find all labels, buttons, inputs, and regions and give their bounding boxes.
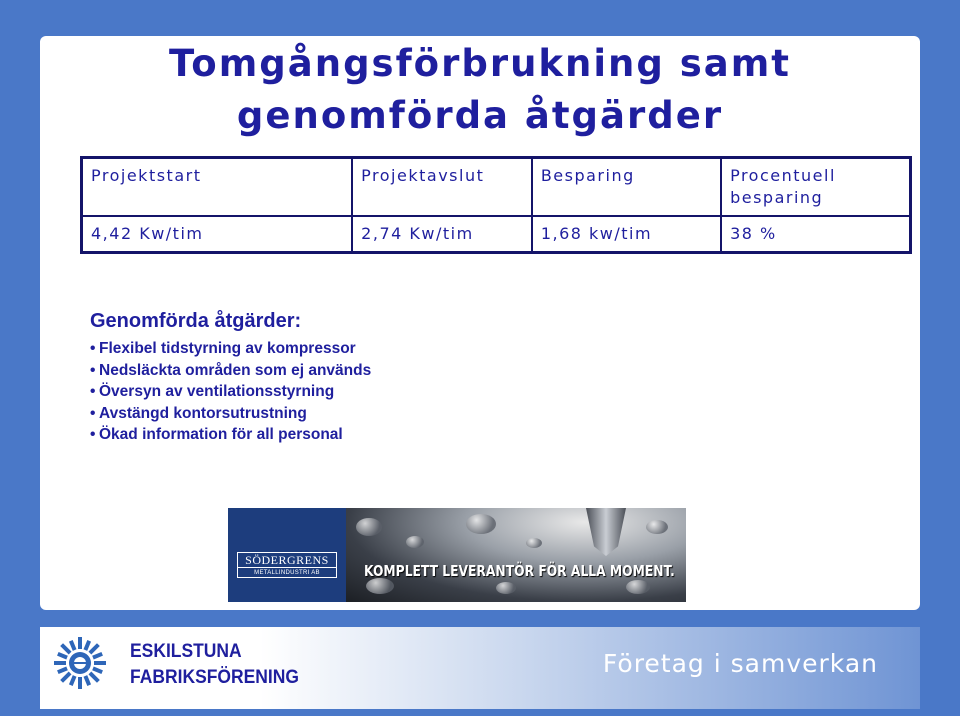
header-projektstart: Projektstart xyxy=(82,158,353,217)
list-item-text: Flexibel tidstyrning av kompressor xyxy=(99,340,356,357)
list-item-text: Ökad information för all personal xyxy=(99,426,343,443)
logo-frame xyxy=(237,552,337,578)
list-item xyxy=(90,360,371,382)
banner-slogan: KOMPLETT LEVERANTÖR FÖR ALLA MOMENT. xyxy=(364,562,675,580)
water-drop-shape xyxy=(526,538,542,548)
bullet-icon: • xyxy=(90,426,96,443)
list-item-text: Översyn av ventilationsstyrning xyxy=(99,383,335,400)
water-drop-shape xyxy=(366,578,394,594)
organization-name xyxy=(130,639,299,691)
measures-section xyxy=(90,306,371,446)
measures-heading: Genomförda åtgärder: xyxy=(90,310,302,332)
water-drop-shape xyxy=(626,580,650,594)
header-projektavslut: Projektavslut xyxy=(352,158,532,217)
footer-bar xyxy=(40,627,920,709)
banner-photo xyxy=(346,508,686,602)
nozzle-icon xyxy=(586,508,626,556)
measures-list xyxy=(90,338,371,446)
footer-tagline: Företag i samverkan xyxy=(602,649,878,678)
logo-subtitle: METALLINDUSTRI AB xyxy=(254,570,320,576)
savings-table xyxy=(80,156,912,254)
water-drop-shape xyxy=(406,536,424,548)
list-item xyxy=(90,338,371,360)
header-besparing: Besparing xyxy=(532,158,721,217)
org-line-2: FABRIKSFÖRENING xyxy=(130,667,299,688)
water-drop-shape xyxy=(356,518,382,536)
company-banner xyxy=(228,508,686,602)
list-item-text: Avstängd kontorsutrustning xyxy=(99,404,307,422)
list-item xyxy=(90,403,371,425)
org-line-1: ESKILSTUNA xyxy=(130,641,242,662)
slide-title xyxy=(40,36,920,142)
list-item xyxy=(90,381,371,403)
title-line-1: Tomgångsförbrukning samt xyxy=(168,42,791,85)
fabriksforening-logo-icon xyxy=(52,635,108,691)
water-drop-shape xyxy=(466,514,496,534)
water-drop-shape xyxy=(496,582,516,594)
table-value-row xyxy=(82,216,911,253)
logo-name: SÖDERGRENS xyxy=(238,553,336,568)
water-drop-shape xyxy=(646,520,668,534)
header-procentuell: Procentuell besparing xyxy=(721,158,910,217)
list-item-text: Nedsläckta områden som ej används xyxy=(99,361,372,379)
bullet-icon: • xyxy=(90,361,96,379)
list-item xyxy=(90,424,371,446)
bullet-icon: • xyxy=(90,340,96,357)
table-header-row xyxy=(82,158,911,217)
value-projektavslut: 2,74 Kw/tim xyxy=(352,216,532,253)
value-besparing: 1,68 kw/tim xyxy=(532,216,721,253)
value-procentuell: 38 % xyxy=(721,216,910,253)
bullet-icon: • xyxy=(90,383,96,400)
title-line-2: genomförda åtgärder xyxy=(236,94,724,137)
bullet-icon: • xyxy=(90,404,96,422)
slide-panel xyxy=(40,36,920,610)
sodergrens-logo xyxy=(228,508,346,602)
value-projektstart: 4,42 Kw/tim xyxy=(82,216,353,253)
